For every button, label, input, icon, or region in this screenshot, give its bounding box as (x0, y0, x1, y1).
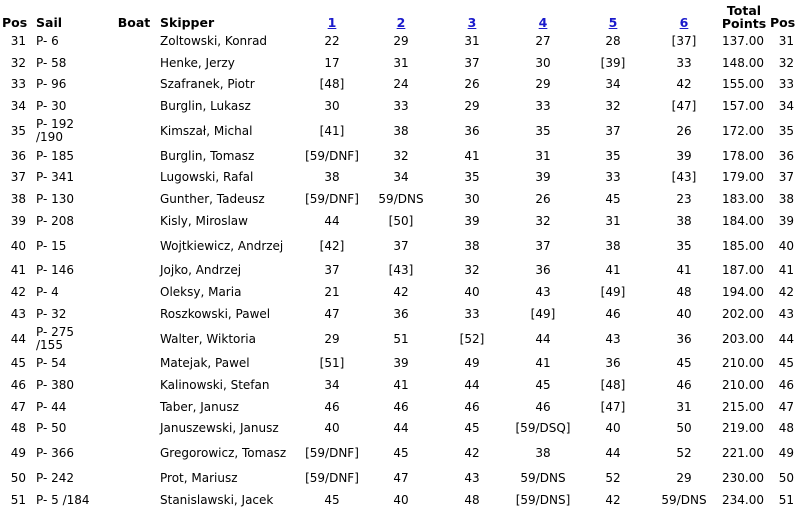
header-skipper: Skipper (160, 15, 215, 30)
pos-right-cell: 51 (778, 492, 794, 507)
race-3-cell: 39 (464, 213, 480, 228)
header-pos: Pos (2, 15, 28, 30)
race-3-cell: 26 (464, 77, 480, 92)
skipper-cell: Zoltowski, Konrad (160, 33, 268, 48)
race-4-cell: 27 (535, 33, 551, 48)
skipper-cell: Burglin, Tomasz (160, 148, 255, 163)
pos-cell: 38 (10, 191, 26, 206)
race-1-cell: [59/DNF] (305, 191, 359, 206)
total-points-cell: 203.00 (722, 331, 764, 346)
pos-cell: 32 (10, 55, 26, 70)
race-6-cell: 26 (676, 123, 692, 138)
race-1-cell: 47 (324, 306, 340, 321)
race-6-cell: [43] (671, 170, 697, 185)
boat-cell (112, 210, 156, 232)
total-points-cell: 183.00 (722, 191, 764, 206)
boat-cell (112, 30, 156, 52)
skipper-cell: Henke, Jerzy (160, 55, 235, 70)
table-row (0, 396, 800, 418)
pos-right-cell: 33 (778, 77, 794, 92)
race-4-cell: [59/DSQ] (515, 421, 571, 436)
race-4-cell: 45 (535, 378, 551, 393)
pos-right-cell: 42 (778, 285, 794, 300)
race-2-cell: 37 (393, 238, 409, 253)
sail-cell: P- 50 (36, 421, 67, 436)
race-5-cell: [49] (600, 285, 626, 300)
boat-cell (112, 95, 156, 117)
race-1-cell: 44 (324, 213, 340, 228)
boat-cell (112, 325, 156, 353)
pos-cell: 37 (10, 170, 26, 185)
race-4-cell: 59/DNS (520, 471, 566, 486)
race-4-cell: 43 (535, 285, 551, 300)
header-race-1 (298, 0, 366, 30)
sail-cell: P- 366 (36, 446, 75, 461)
race-2-cell: 45 (393, 446, 409, 461)
race-4-cell: 33 (535, 98, 551, 113)
table-row (0, 467, 800, 489)
race-6-cell: 45 (676, 356, 692, 371)
race-3-cell: 45 (464, 421, 480, 436)
header-race-2 (366, 0, 436, 30)
sail-cell: P- 58 (36, 55, 67, 70)
header-race-3 (436, 0, 508, 30)
pos-right-cell: 36 (778, 148, 794, 163)
race-5-cell: 41 (605, 263, 621, 278)
race-4-cell: 30 (535, 55, 551, 70)
boat-cell (112, 467, 156, 489)
skipper-cell: Burglin, Lukasz (160, 98, 251, 113)
race-6-cell: 52 (676, 446, 692, 461)
skipper-cell: Prot, Mariusz (160, 471, 238, 486)
table-row (0, 145, 800, 167)
total-points-cell: 219.00 (722, 421, 764, 436)
race-1-cell: 17 (324, 55, 340, 70)
header-race-4 (508, 0, 578, 30)
boat-cell (112, 166, 156, 188)
sail-cell: P- 32 (36, 306, 67, 321)
total-points-cell: 155.00 (722, 77, 764, 92)
race-3-cell: 48 (464, 492, 480, 507)
table-row (0, 210, 800, 232)
pos-right-cell: 50 (778, 471, 794, 486)
race-2-cell: 33 (393, 98, 409, 113)
race-4-cell: [49] (530, 306, 556, 321)
pos-right-cell: 38 (778, 191, 794, 206)
race-6-cell: 38 (676, 213, 692, 228)
race-5-cell: 36 (605, 356, 621, 371)
pos-cell: 48 (10, 421, 26, 436)
race-1-cell: 38 (324, 170, 340, 185)
total-points-cell: 234.00 (722, 492, 764, 507)
skipper-cell: Jojko, Andrzej (160, 263, 242, 278)
race-4-cell: 36 (535, 263, 551, 278)
sail-number-text: P- 275 /155 (36, 324, 75, 352)
race-1-cell: 46 (324, 399, 340, 414)
total-points-cell: 210.00 (722, 378, 764, 393)
boat-cell (112, 439, 156, 467)
pos-cell: 39 (10, 213, 26, 228)
results-body (0, 30, 800, 511)
race-6-cell: 33 (676, 55, 692, 70)
race-3-cell: 46 (464, 399, 480, 414)
sail-cell: P- 4 (36, 285, 59, 300)
race-2-cell: [43] (388, 263, 414, 278)
skipper-cell: Taber, Janusz (160, 399, 239, 414)
race-2-cell: 42 (393, 285, 409, 300)
header-total-label: Total Points (721, 3, 767, 30)
skipper-cell: Lugowski, Rafal (160, 170, 254, 185)
pos-right-cell: 44 (778, 331, 794, 346)
race-2-cell: 41 (393, 378, 409, 393)
sail-cell: P- 185 (36, 148, 75, 163)
skipper-cell: Januszewski, Janusz (160, 421, 279, 436)
sail-cell: P- 380 (36, 378, 75, 393)
table-row (0, 418, 800, 440)
race-1-cell: [51] (319, 356, 345, 371)
sail-cell: P- 242 (36, 471, 75, 486)
boat-cell (112, 260, 156, 282)
table-row (0, 374, 800, 396)
total-points-cell: 184.00 (722, 213, 764, 228)
header-boat: Boat (117, 15, 151, 30)
race-1-cell: 37 (324, 263, 340, 278)
race-6-cell: 50 (676, 421, 692, 436)
race-3-cell: [52] (459, 331, 485, 346)
sail-cell (34, 325, 112, 353)
skipper-cell: Kalinowski, Stefan (160, 378, 270, 393)
sail-cell: P- 208 (36, 213, 75, 228)
skipper-cell: Wojtkiewicz, Andrzej (160, 238, 284, 253)
boat-cell (112, 396, 156, 418)
race-2-cell: 39 (393, 356, 409, 371)
total-points-cell: 185.00 (722, 238, 764, 253)
skipper-cell: Gunther, Tadeusz (160, 191, 265, 206)
race-3-cell: 37 (464, 55, 480, 70)
pos-right-cell: 31 (778, 33, 794, 48)
race-2-cell: 36 (393, 306, 409, 321)
race-1-cell: [59/DNF] (305, 446, 359, 461)
table-row (0, 30, 800, 52)
race-2-cell: 31 (393, 55, 409, 70)
race-5-cell: 46 (605, 306, 621, 321)
race-5-cell: [39] (600, 55, 626, 70)
header-pos-right: Pos (770, 15, 796, 30)
sail-cell: P- 6 (36, 33, 59, 48)
table-row (0, 353, 800, 375)
race-1-cell: 40 (324, 421, 340, 436)
total-points-cell: 221.00 (722, 446, 764, 461)
race-2-cell: 34 (393, 170, 409, 185)
table-row (0, 188, 800, 210)
race-4-cell: 37 (535, 238, 551, 253)
race-4-cell: 26 (535, 191, 551, 206)
race-1-cell: 22 (324, 33, 340, 48)
race-3-link[interactable]: 3 (467, 15, 477, 30)
sail-cell (34, 117, 112, 145)
race-6-cell: 39 (676, 148, 692, 163)
sail-cell: P- 96 (36, 77, 67, 92)
race-1-cell: 29 (324, 331, 340, 346)
pos-right-cell: 37 (778, 170, 794, 185)
total-points-cell: 137.00 (722, 33, 764, 48)
race-3-cell: 38 (464, 238, 480, 253)
race-5-cell: 31 (605, 213, 621, 228)
pos-cell: 41 (10, 263, 26, 278)
table-row (0, 303, 800, 325)
race-2-link[interactable]: 2 (396, 15, 406, 30)
race-6-cell: 46 (676, 378, 692, 393)
race-5-cell: 40 (605, 421, 621, 436)
sail-cell: P- 341 (36, 170, 75, 185)
table-row (0, 117, 800, 145)
race-2-cell: 24 (393, 77, 409, 92)
race-6-cell: [47] (671, 98, 697, 113)
table-row (0, 95, 800, 117)
total-points-cell: 172.00 (722, 123, 764, 138)
race-4-cell: 31 (535, 148, 551, 163)
race-3-cell: 42 (464, 446, 480, 461)
pos-cell: 42 (10, 285, 26, 300)
race-5-cell: 32 (605, 98, 621, 113)
race-3-cell: 40 (464, 285, 480, 300)
header-race-5 (578, 0, 648, 30)
pos-right-cell: 32 (778, 55, 794, 70)
total-points-cell: 178.00 (722, 148, 764, 163)
race-3-cell: 31 (464, 33, 480, 48)
race-3-cell: 32 (464, 263, 480, 278)
total-points-cell: 215.00 (722, 399, 764, 414)
race-5-cell: [48] (600, 378, 626, 393)
boat-cell (112, 145, 156, 167)
race-3-cell: 36 (464, 123, 480, 138)
race-5-cell: 33 (605, 170, 621, 185)
boat-cell (112, 418, 156, 440)
race-1-cell: [59/DNF] (305, 471, 359, 486)
race-2-cell: 47 (393, 471, 409, 486)
race-2-cell: 38 (393, 123, 409, 138)
sail-cell: P- 130 (36, 191, 75, 206)
skipper-cell: Roszkowski, Pawel (160, 306, 271, 321)
skipper-cell: Oleksy, Maria (160, 285, 242, 300)
pos-right-cell: 34 (778, 98, 794, 113)
skipper-cell: Kisly, Miroslaw (160, 213, 248, 228)
race-5-cell: 37 (605, 123, 621, 138)
sail-cell: P- 5 /184 (36, 492, 90, 507)
race-6-cell: 42 (676, 77, 692, 92)
race-4-link[interactable]: 4 (538, 15, 548, 30)
pos-cell: 43 (10, 306, 26, 321)
race-5-cell: 44 (605, 446, 621, 461)
race-6-cell: 48 (676, 285, 692, 300)
race-3-cell: 41 (464, 148, 480, 163)
boat-cell (112, 117, 156, 145)
header-row (0, 0, 800, 30)
race-4-cell: 32 (535, 213, 551, 228)
race-6-cell: 35 (676, 238, 692, 253)
race-6-cell: 41 (676, 263, 692, 278)
race-5-cell: 43 (605, 331, 621, 346)
race-3-cell: 33 (464, 306, 480, 321)
race-6-link[interactable]: 6 (679, 15, 689, 30)
race-2-cell: 40 (393, 492, 409, 507)
race-4-cell: [59/DNS] (515, 492, 571, 507)
pos-cell: 35 (10, 123, 26, 138)
race-4-cell: 29 (535, 77, 551, 92)
total-points-cell: 148.00 (722, 55, 764, 70)
pos-right-cell: 40 (778, 238, 794, 253)
pos-cell: 36 (10, 148, 26, 163)
race-5-cell: 45 (605, 191, 621, 206)
table-row (0, 260, 800, 282)
table-row (0, 439, 800, 467)
pos-cell: 31 (10, 33, 26, 48)
boat-cell (112, 281, 156, 303)
pos-right-cell: 49 (778, 446, 794, 461)
race-1-cell: [48] (319, 77, 345, 92)
race-2-cell: [50] (388, 213, 414, 228)
total-points-cell: 179.00 (722, 170, 764, 185)
pos-right-cell: 43 (778, 306, 794, 321)
table-row (0, 166, 800, 188)
race-3-cell: 49 (464, 356, 480, 371)
race-4-cell: 39 (535, 170, 551, 185)
race-3-cell: 35 (464, 170, 480, 185)
race-6-cell: [37] (671, 33, 697, 48)
race-6-cell: 31 (676, 399, 692, 414)
header-total-points (720, 0, 768, 30)
race-5-cell: 42 (605, 492, 621, 507)
total-points-cell: 210.00 (722, 356, 764, 371)
skipper-cell: Stanislawski, Jacek (160, 492, 274, 507)
race-6-cell: 40 (676, 306, 692, 321)
pos-cell: 44 (10, 331, 26, 346)
race-4-cell: 41 (535, 356, 551, 371)
race-3-cell: 30 (464, 191, 480, 206)
header-sail: Sail (36, 15, 63, 30)
race-3-cell: 44 (464, 378, 480, 393)
pos-right-cell: 45 (778, 356, 794, 371)
race-4-cell: 38 (535, 446, 551, 461)
race-1-cell: [42] (319, 238, 345, 253)
table-row (0, 52, 800, 74)
sail-cell: P- 15 (36, 238, 67, 253)
race-3-cell: 43 (464, 471, 480, 486)
race-2-cell: 44 (393, 421, 409, 436)
pos-cell: 33 (10, 77, 26, 92)
pos-right-cell: 35 (778, 123, 794, 138)
total-points-cell: 157.00 (722, 98, 764, 113)
skipper-cell: Gregorowicz, Tomasz (160, 446, 287, 461)
race-4-cell: 35 (535, 123, 551, 138)
race-5-cell: 28 (605, 33, 621, 48)
race-5-cell: 34 (605, 77, 621, 92)
sail-cell: P- 44 (36, 399, 67, 414)
pos-cell: 34 (10, 98, 26, 113)
table-row (0, 73, 800, 95)
pos-cell: 50 (10, 471, 26, 486)
sail-cell: P- 30 (36, 98, 67, 113)
race-5-cell: 52 (605, 471, 621, 486)
race-1-cell: 30 (324, 98, 340, 113)
pos-cell: 49 (10, 446, 26, 461)
race-4-cell: 44 (535, 331, 551, 346)
boat-cell (112, 73, 156, 95)
race-1-link[interactable]: 1 (327, 15, 337, 30)
race-2-cell: 29 (393, 33, 409, 48)
race-2-cell: 32 (393, 148, 409, 163)
skipper-cell: Matejak, Pawel (160, 356, 250, 371)
race-1-cell: 34 (324, 378, 340, 393)
pos-right-cell: 41 (778, 263, 794, 278)
pos-cell: 47 (10, 399, 26, 414)
race-6-cell: 29 (676, 471, 692, 486)
race-1-cell: [41] (319, 123, 345, 138)
race-1-cell: 45 (324, 492, 340, 507)
boat-cell (112, 232, 156, 260)
race-3-cell: 29 (464, 98, 480, 113)
sail-number-text: P- 192 /190 (36, 116, 75, 144)
race-5-link[interactable]: 5 (608, 15, 618, 30)
sail-cell: P- 54 (36, 356, 67, 371)
pos-right-cell: 39 (778, 213, 794, 228)
race-2-cell: 51 (393, 331, 409, 346)
pos-cell: 51 (10, 492, 26, 507)
table-row (0, 281, 800, 303)
race-5-cell: 35 (605, 148, 621, 163)
total-points-cell: 194.00 (722, 285, 764, 300)
skipper-cell: Kimszał, Michal (160, 123, 253, 138)
skipper-cell: Walter, Wiktoria (160, 331, 256, 346)
sail-cell: P- 146 (36, 263, 75, 278)
race-2-cell: 46 (393, 399, 409, 414)
total-points-cell: 230.00 (722, 471, 764, 486)
race-2-cell: 59/DNS (378, 191, 424, 206)
boat-cell (112, 188, 156, 210)
table-row (0, 232, 800, 260)
race-5-cell: [47] (600, 399, 626, 414)
pos-right-cell: 47 (778, 399, 794, 414)
race-1-cell: [59/DNF] (305, 148, 359, 163)
skipper-cell: Szafranek, Piotr (160, 77, 255, 92)
header-race-6 (648, 0, 720, 30)
pos-cell: 46 (10, 378, 26, 393)
race-4-cell: 46 (535, 399, 551, 414)
pos-cell: 40 (10, 238, 26, 253)
pos-right-cell: 48 (778, 421, 794, 436)
boat-cell (112, 353, 156, 375)
total-points-cell: 187.00 (722, 263, 764, 278)
pos-cell: 45 (10, 356, 26, 371)
race-1-cell: 21 (324, 285, 340, 300)
total-points-cell: 202.00 (722, 306, 764, 321)
race-6-cell: 23 (676, 191, 692, 206)
race-6-cell: 36 (676, 331, 692, 346)
race-6-cell: 59/DNS (661, 492, 707, 507)
race-5-cell: 38 (605, 238, 621, 253)
boat-cell (112, 303, 156, 325)
boat-cell (112, 52, 156, 74)
boat-cell (112, 374, 156, 396)
pos-right-cell: 46 (778, 378, 794, 393)
table-row (0, 325, 800, 353)
